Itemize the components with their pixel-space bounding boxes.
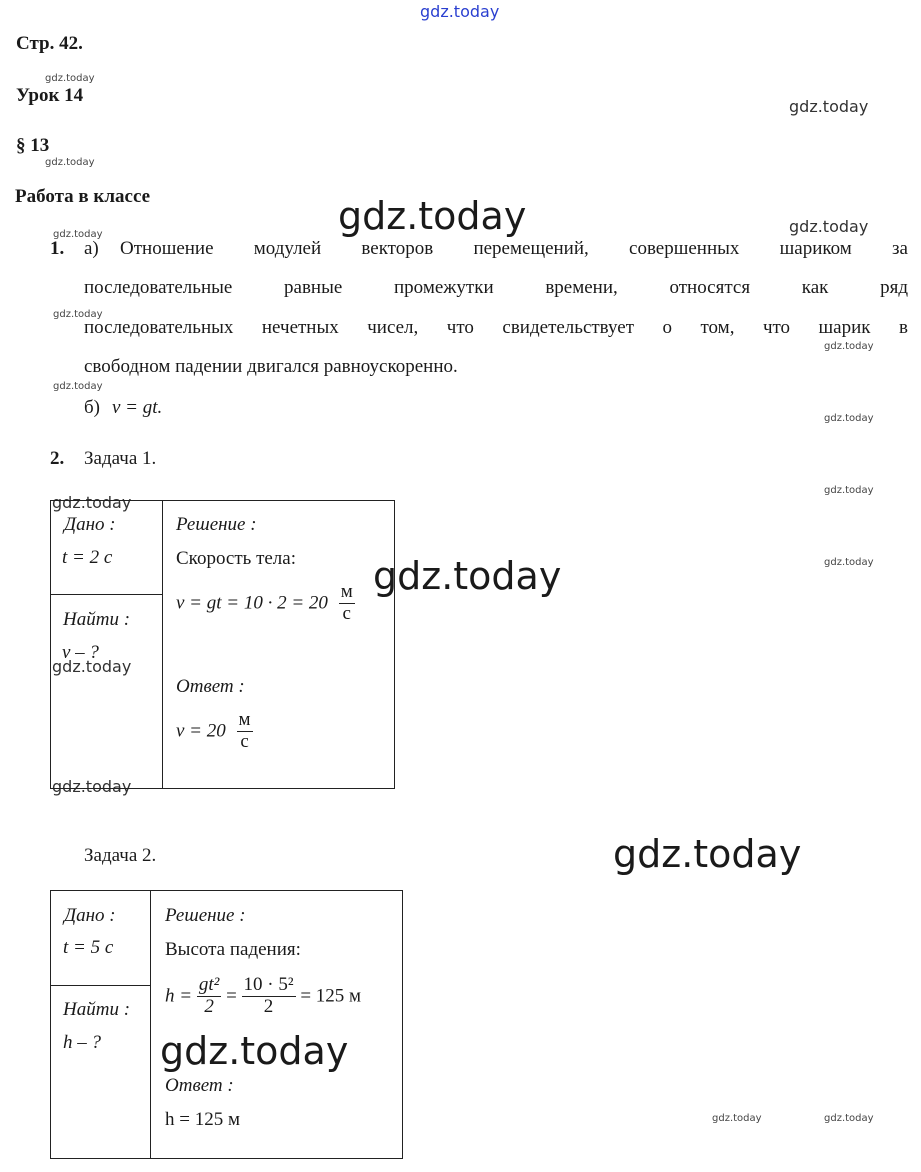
task-title: Задача 1. [84,448,157,469]
section-title: Работа в классе [15,186,151,207]
watermark-small: gdz.today [45,157,95,168]
answer-value: v = 20 $\frac{м}{с}$ [176,709,251,752]
watermark-small: gdz.today [824,485,874,496]
watermark-small: gdz.today [824,1113,874,1124]
answer-label: Ответ : [176,676,245,697]
watermark-small: gdz.today [824,341,874,352]
watermark-small: gdz.today [824,413,874,424]
find-label: Найти : [63,609,131,630]
watermark-medium: gdz.today [52,777,132,796]
watermark-small: gdz.today [53,229,103,240]
lesson-title: Урок 14 [16,85,84,106]
find-value: h – ? [63,1032,101,1053]
watermark-large: gdz.today [338,194,527,238]
item-a-line: Отношение модулей векторов перемещений, совершенных шариком за [120,238,908,259]
item-b-label: б) [84,397,100,418]
page-number: Стр. 42. [16,33,83,54]
item-a-line: свободном падении двигался равноускоренно. [84,356,458,377]
watermark-small: gdz.today [712,1113,762,1124]
given-label: Дано : [64,905,116,926]
watermark-small: gdz.today [53,381,103,392]
table-divider [50,985,151,986]
watermark-medium: gdz.today [52,493,132,512]
solution-label: Решение : [176,514,257,535]
item-number: 1. [50,238,65,259]
solution-formula: h = $\frac{\text{gt²}}{2}$ = $\frac{\text{10 · 5²}}{2}$ = 125 м [165,974,362,1017]
watermark-large: gdz.today [160,1029,349,1073]
task-title: Задача 2. [84,845,157,866]
find-label: Найти : [63,999,131,1020]
watermark-small: gdz.today [53,309,103,320]
given-value: t = 2 с [62,547,113,568]
item-a-line: последовательные равные промежутки времени, относятся как ряд [84,277,908,298]
watermark-large: gdz.today [613,832,802,876]
given-value: t = 5 с [63,937,114,958]
table-divider [150,890,151,1158]
table-divider [162,500,163,788]
watermark-small: gdz.today [45,73,95,84]
watermark-medium: gdz.today [789,97,869,116]
watermark-small: gdz.today [824,557,874,568]
table-divider [50,594,163,595]
solution-label: Решение : [165,905,246,926]
item-a-label: а) [84,238,99,259]
answer-label: Ответ : [165,1075,234,1096]
watermark-medium: gdz.today [52,657,132,676]
watermark-top: gdz.today [420,2,500,21]
item-b-formula: v = gt. [112,397,163,418]
given-label: Дано : [64,514,116,535]
solution-text: Высота падения: [165,939,301,960]
answer-value: h = 125 м [165,1109,240,1130]
watermark-medium: gdz.today [789,217,869,236]
solution-text: Скорость тела: [176,548,296,569]
paragraph-number: § 13 [16,135,50,156]
solution-formula: v = gt = 10 · 2 = 20 $\frac{м}{с}$ [176,581,353,624]
watermark-large: gdz.today [373,554,562,598]
item-a-line: последовательных нечетных чисел, что свидетельствует о том, что шарик в [84,317,908,338]
item-number: 2. [50,448,65,469]
find-value: v – ? [62,642,99,663]
